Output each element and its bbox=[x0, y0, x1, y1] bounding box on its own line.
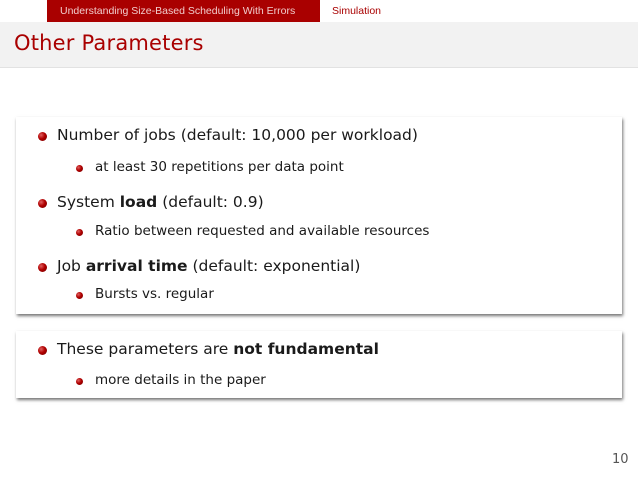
bullet-icon bbox=[38, 263, 47, 272]
bullet-icon bbox=[38, 132, 47, 141]
list-item-arrival: Job arrival time (default: exponential) bbox=[57, 257, 361, 275]
list-subitem-fundamental: more details in the paper bbox=[95, 372, 266, 388]
nav-section-title[interactable]: Understanding Size-Based Scheduling With Errors bbox=[47, 0, 320, 22]
list-item-jobs: Number of jobs (default: 10,000 per workload) bbox=[57, 126, 418, 144]
bullet-icon bbox=[38, 346, 47, 355]
navigation-bar bbox=[0, 0, 638, 22]
list-subitem-arrival: Bursts vs. regular bbox=[95, 286, 214, 302]
sub-bullet-icon bbox=[76, 165, 83, 172]
bullet-icon bbox=[38, 199, 47, 208]
list-subitem-jobs: at least 30 repetitions per data point bbox=[95, 159, 344, 175]
sub-bullet-icon bbox=[76, 292, 83, 299]
sub-bullet-icon bbox=[76, 229, 83, 236]
list-subitem-load: Ratio between requested and available resources bbox=[95, 223, 430, 239]
page-number: 10 bbox=[612, 452, 629, 467]
sub-bullet-icon bbox=[76, 378, 83, 385]
list-item-load: System load (default: 0.9) bbox=[57, 193, 264, 211]
frame-title-bar bbox=[0, 22, 638, 68]
page-title: Other Parameters bbox=[14, 31, 204, 55]
parameters-block bbox=[16, 117, 622, 314]
nav-current-section[interactable]: Simulation bbox=[332, 5, 382, 17]
list-item-fundamental: These parameters are not fundamental bbox=[57, 340, 379, 358]
